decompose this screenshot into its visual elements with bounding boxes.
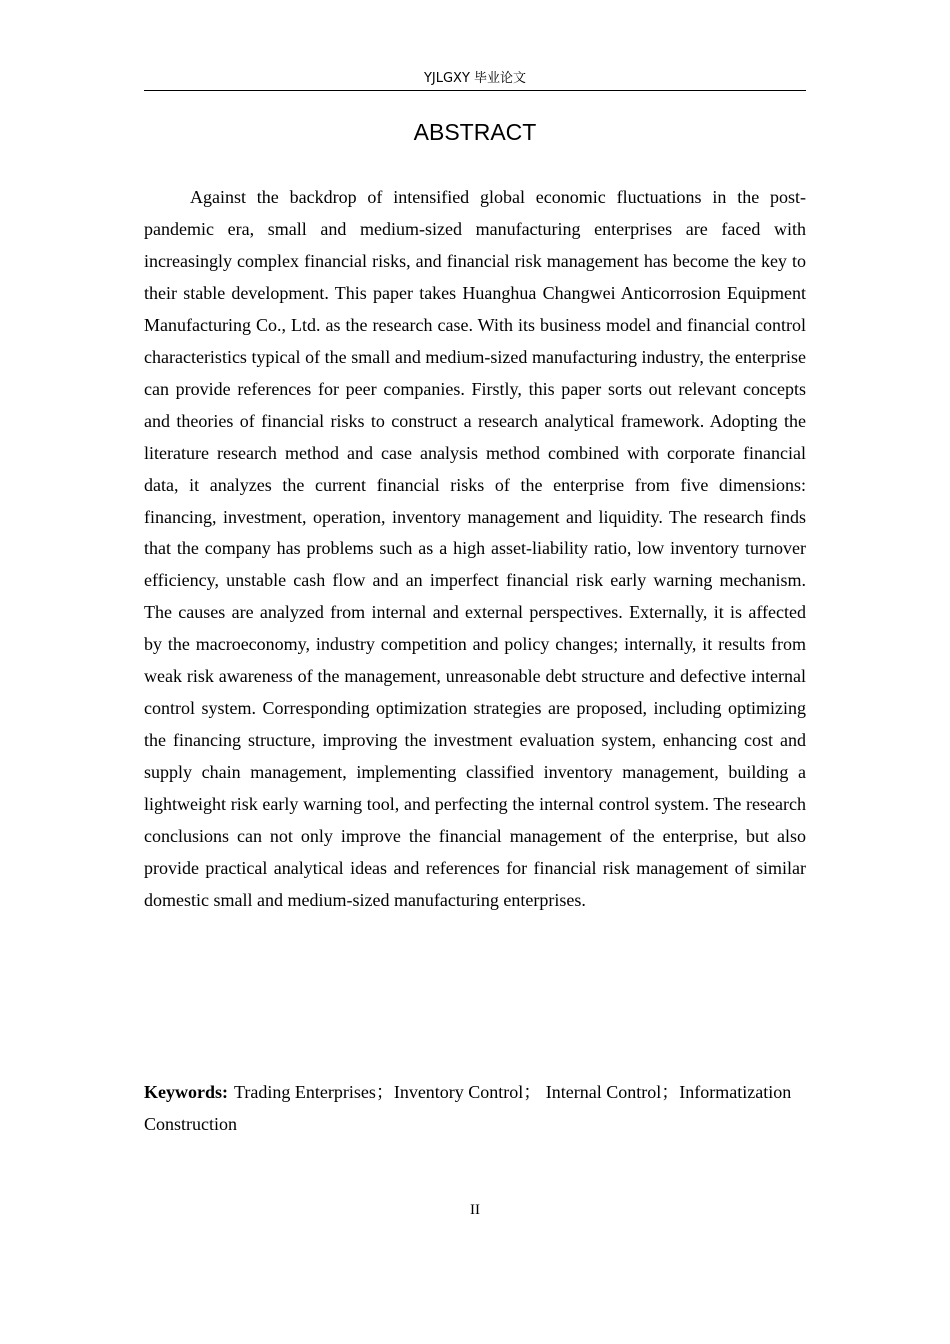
page-number: II (470, 1202, 480, 1218)
abstract-title: ABSTRACT (413, 119, 537, 145)
header-divider (144, 90, 806, 91)
keywords-label: Keywords: (144, 1082, 228, 1102)
page-header: YJLGXY 毕业论文 (423, 71, 527, 86)
keywords-line (144, 1076, 806, 1140)
abstract-body: Against the backdrop of intensified global economic fluctuations in the post-pandemic era, small and medium-sized manufacturing enterprises are faced with increasingly complex financial risks, and financial risk management has become the key to their stable development. This paper takes Huanghua Changwei Anticorrosion Equipment Manufacturing Co., Ltd. as the research case. With its business model and financial control characteristics typical of the small and medium-sized manufacturing industry, the enterprise can provide references for peer companies. Firstly, this paper sorts out relevant concepts and theories of financial risks to construct a research analytical framework. Adopting the literature research method and case analysis method combined with corporate financial data, it analyzes the current financial risks of the enterprise from five dimensions: financing, investment, operation, inventory management and liquidity. The research finds that the company has problems such as a high asset-liability ratio, low inventory turnover efficiency, unstable cash flow and an imperfect financial risk early warning mechanism. The causes are analyzed from internal and external perspectives. Externally, it is affected by the macroeconomy, industry competition and policy changes; internally, it results from weak risk awareness of the management, unreasonable debt structure and defective internal control system. Corresponding optimization strategies are proposed, including optimizing the financing structure, improving the investment evaluation system, enhancing cost and supply chain management, implementing classified inventory management, building a lightweight risk early warning tool, and perfecting the internal control system. The research conclusions can not only improve the financial management of the enterprise, but also provide practical analytical ideas and references for financial risk management of similar domestic small and medium-sized manufacturing enterprises. (144, 187, 806, 910)
keywords-text: Trading Enterprises；Inventory Control； Internal Control；Informatization Construction (144, 1082, 792, 1134)
